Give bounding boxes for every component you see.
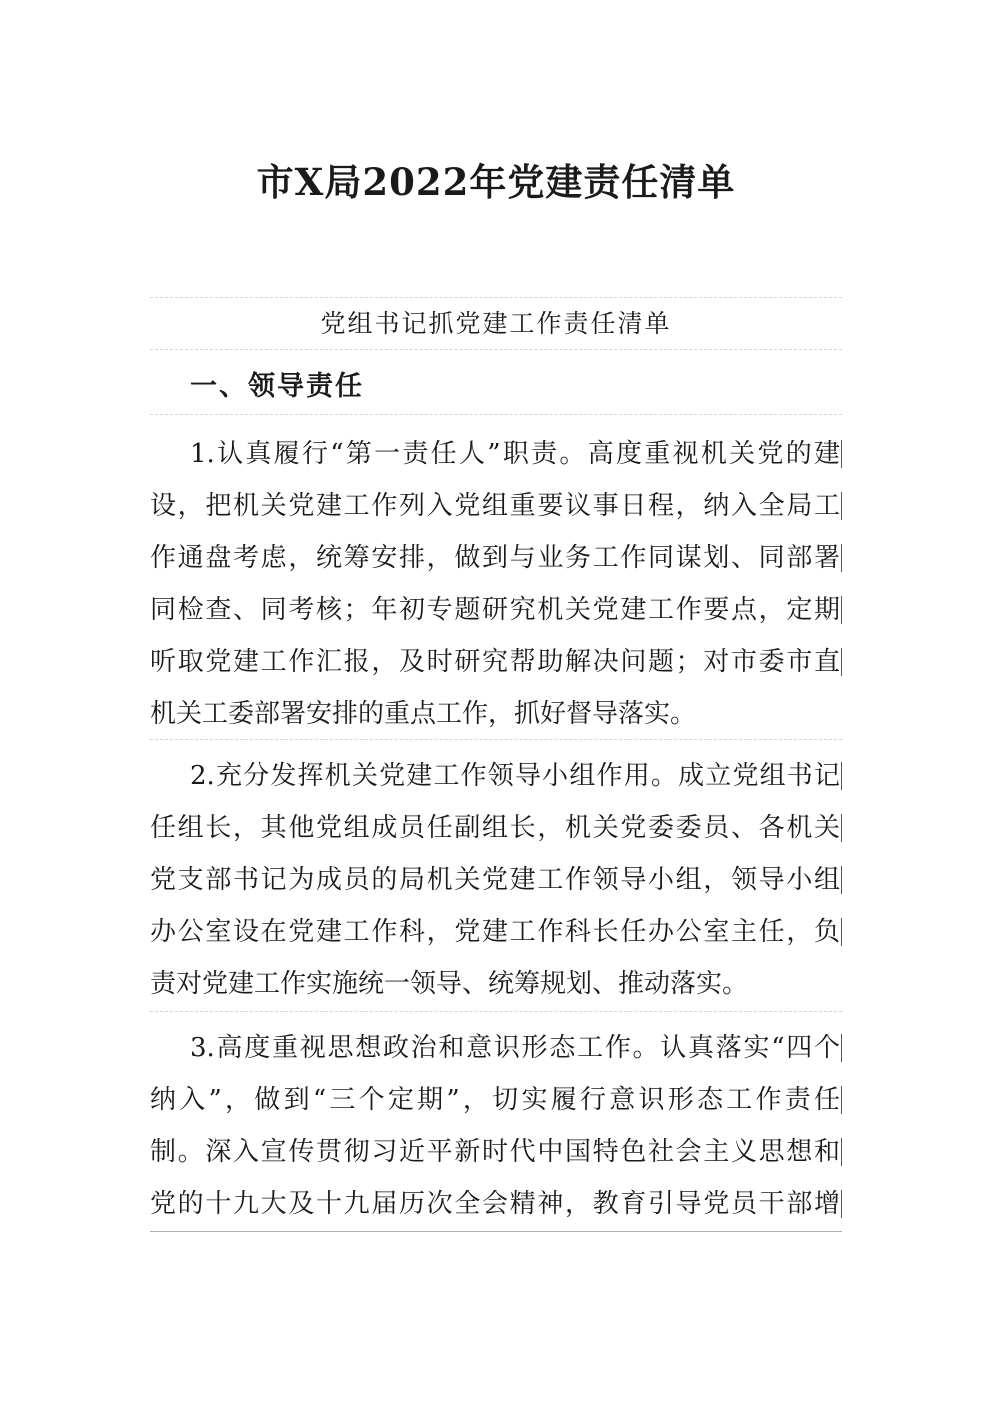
paragraph-line: 机关工委部署安排的重点工作，抓好督导落实。 [150, 699, 697, 729]
paragraph-line: 设，把机关党建工作列入党组重要议事日程，纳入全局工 [150, 491, 840, 521]
paragraph-2-bottom-border [150, 1011, 842, 1012]
paragraph-line: 纳入”，做到“三个定期”，切实履行意识形态工作责任 [150, 1085, 840, 1115]
line-end-mark [841, 1086, 842, 1114]
paragraph-line: 责对党建工作实施统一领导、统筹规划、推动落实。 [150, 969, 749, 999]
table-top-border [150, 297, 842, 298]
paragraph-line: 党的十九大及十九届历次全会精神，教育引导党员干部增 [150, 1189, 840, 1219]
paragraph-line: 作通盘考虑，统筹安排，做到与业务工作同谋划、同部署 [150, 543, 840, 573]
line-end-mark [841, 814, 842, 842]
line-end-mark [841, 492, 842, 520]
paragraph-line: 1.认真履行“第一责任人”职责。高度重视机关党的建 [190, 439, 840, 469]
paragraph-line: 同检查、同考核；年初专题研究机关党建工作要点，定期 [150, 595, 840, 625]
paragraph-2 [150, 750, 842, 1010]
line-end-mark [841, 440, 842, 468]
page-title: 市X局2022年党建责任清单 [256, 160, 736, 204]
paragraph-line: 制。深入宣传贯彻习近平新时代中国特色社会主义思想和 [150, 1137, 840, 1167]
paragraph-line: 听取党建工作汇报，及时研究帮助解决问题；对市委市直 [150, 647, 840, 677]
caption-bottom-border [150, 349, 842, 350]
line-end-mark [841, 596, 842, 624]
line-end-mark [841, 648, 842, 676]
paragraph-line: 3.高度重视思想政治和意识形态工作。认真落实“四个 [190, 1033, 840, 1063]
paragraph-line: 办公室设在党建工作科，党建工作科长任办公室主任，负 [150, 917, 840, 947]
line-end-mark [841, 1190, 842, 1218]
line-end-mark [841, 544, 842, 572]
line-end-mark [841, 762, 842, 790]
table-caption: 党组书记抓党建工作责任清单 [320, 309, 672, 338]
table-bottom-border [150, 1231, 842, 1232]
line-end-mark [841, 1138, 842, 1166]
paragraph-3 [150, 1022, 842, 1230]
heading-bottom-border [150, 414, 842, 415]
line-end-mark [841, 1034, 842, 1062]
paragraph-line: 2.充分发挥机关党建工作领导小组作用。成立党组书记 [190, 761, 840, 791]
paragraph-line: 党支部书记为成员的局机关党建工作领导小组，领导小组 [150, 865, 840, 895]
paragraph-1-bottom-border [150, 739, 842, 740]
paragraph-1 [150, 428, 842, 740]
line-end-mark [841, 866, 842, 894]
section-heading: 一、领导责任 [190, 371, 364, 402]
line-end-mark [841, 918, 842, 946]
paragraph-line: 任组长，其他党组成员任副组长，机关党委委员、各机关 [150, 813, 840, 843]
